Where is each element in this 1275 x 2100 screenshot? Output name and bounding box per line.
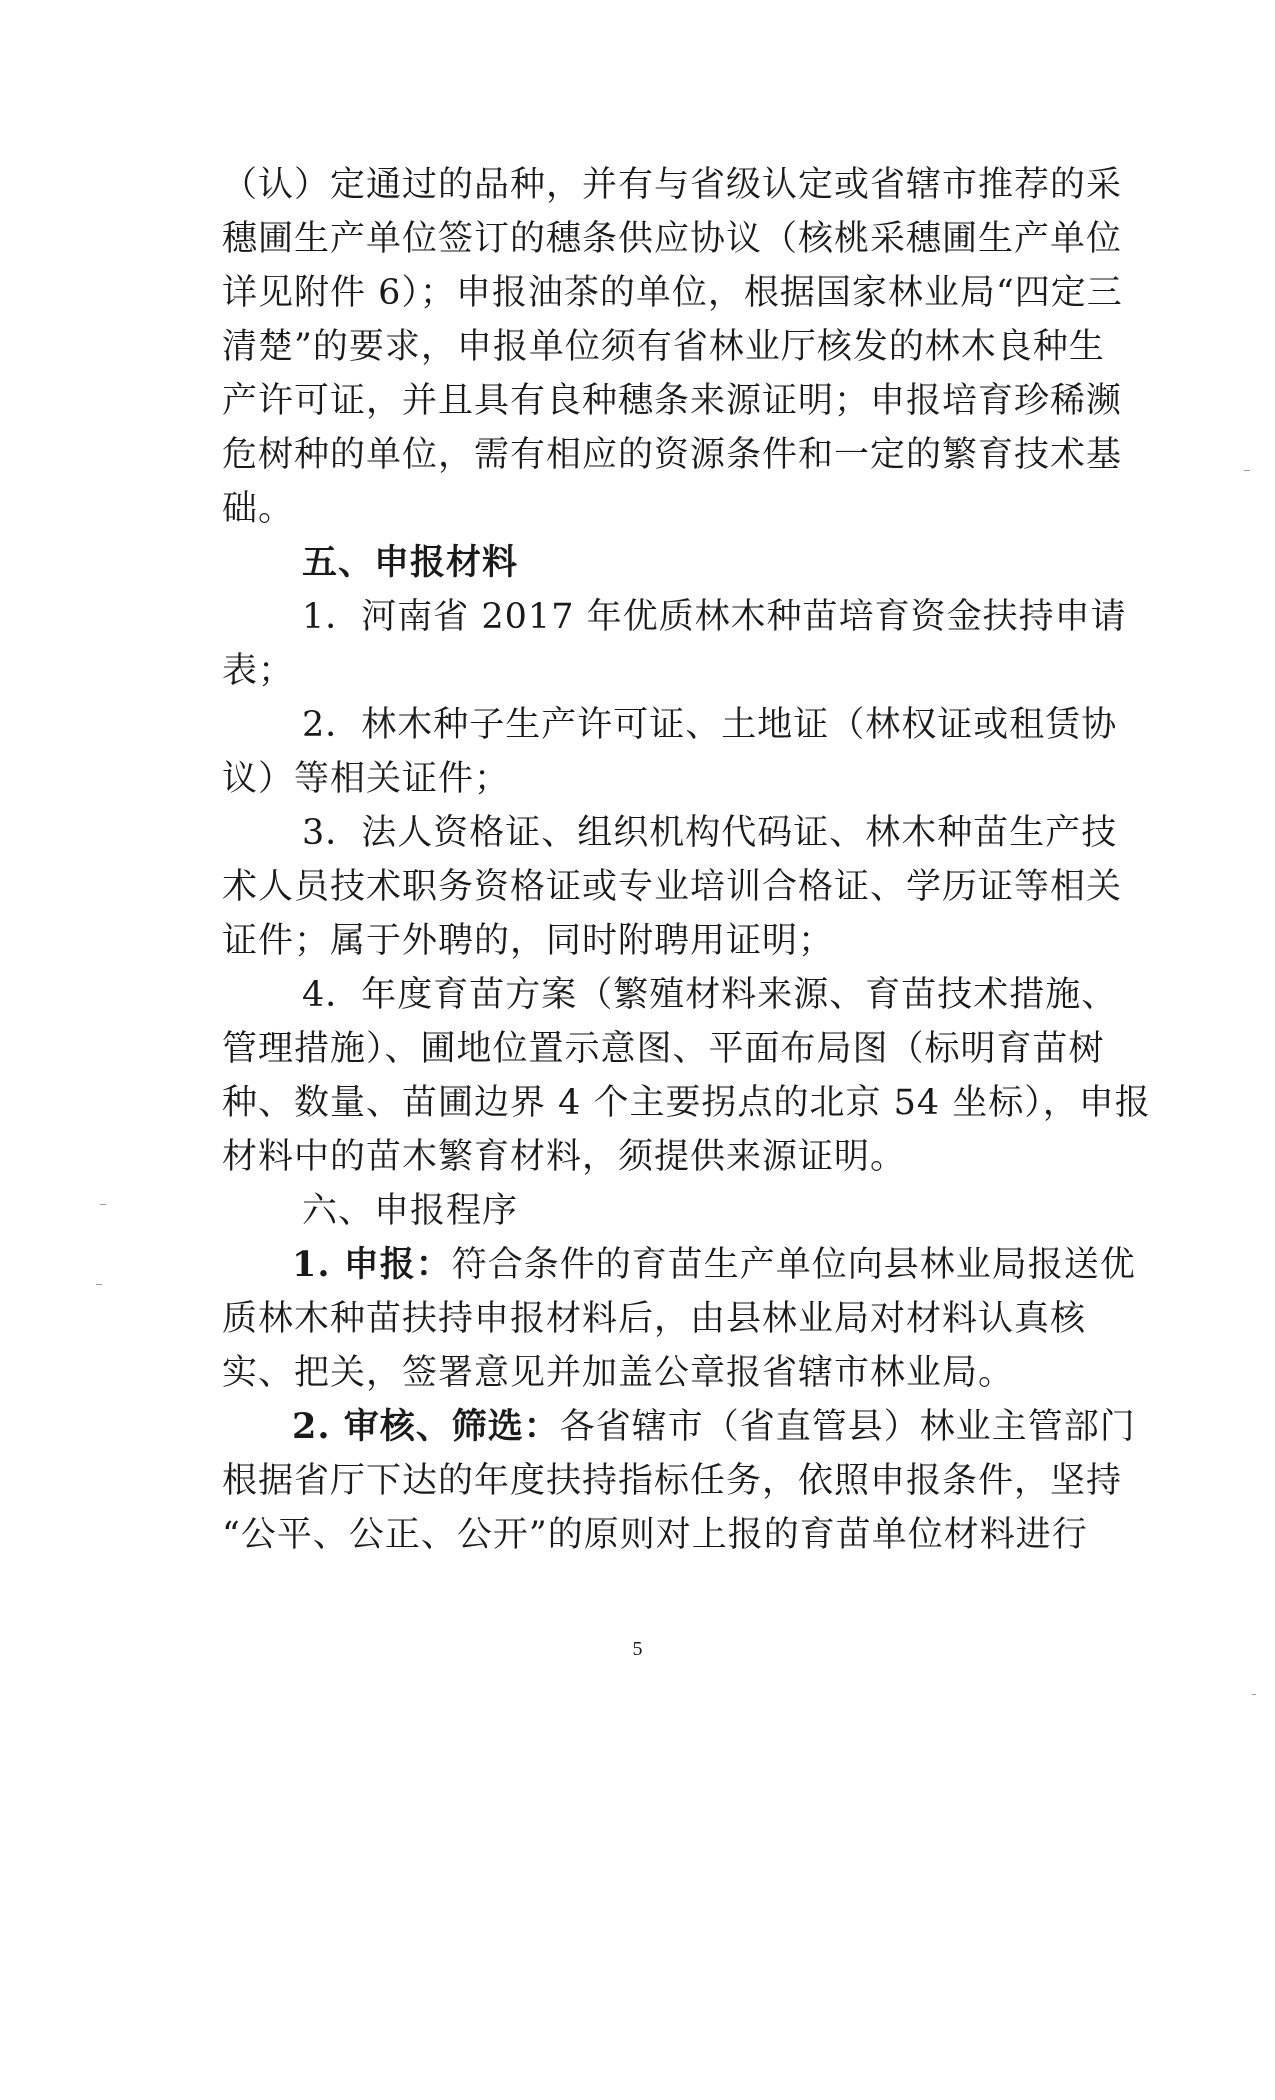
list-item-line: 术人员技术职务资格证或专业培训合格证、学历证等相关 bbox=[222, 867, 1123, 907]
procedure-step-line bbox=[222, 1238, 1136, 1292]
scan-speck bbox=[96, 1284, 102, 1285]
paragraph-line: 产许可证，并且具有良种穗条来源证明；申报培育珍稀濒 bbox=[222, 381, 1123, 421]
scan-speck bbox=[1244, 470, 1250, 471]
page-number: 5 bbox=[632, 1638, 643, 1660]
paragraph-line: 详见附件 6）；申报油茶的单位，根据国家林业局“四定三 bbox=[222, 273, 1123, 313]
step-text: 各省辖市（省直管县）林业主管部门 bbox=[559, 1407, 1136, 1447]
list-item-line: 1．河南省 2017 年优质林木种苗培育资金扶持申请 bbox=[302, 597, 1127, 637]
procedure-step-line bbox=[222, 1400, 1136, 1454]
procedure-step-line: 根据省厅下达的年度扶持指标任务，依照申报条件，坚持 bbox=[222, 1461, 1123, 1501]
list-item-line: 表； bbox=[222, 651, 295, 691]
list-item-line: 证件；属于外聘的，同时附聘用证明； bbox=[222, 921, 835, 961]
list-item-line: 2．林木种子生产许可证、土地证（林权证或租赁协 bbox=[302, 705, 1118, 745]
procedure-step-line: 质林木种苗扶持申报材料后，由县林业局对材料认真核 bbox=[222, 1299, 1087, 1339]
paragraph-line: 清楚”的要求，申报单位须有省林业厅核发的林木良种生 bbox=[222, 327, 1105, 367]
list-item-line: 4．年度育苗方案（繁殖材料来源、育苗技术措施、 bbox=[302, 975, 1118, 1015]
step-label: 1. 申报： bbox=[292, 1244, 452, 1285]
procedure-step-line: “公平、公正、公开”的原则对上报的育苗单位材料进行 bbox=[222, 1515, 1088, 1555]
paragraph-line: 危树种的单位，需有相应的资源条件和一定的繁育技术基 bbox=[222, 435, 1123, 475]
list-item-line: 种、数量、苗圃边界 4 个主要拐点的北京 54 坐标），申报 bbox=[222, 1083, 1151, 1123]
paragraph-line: 穗圃生产单位签订的穗条供应协议（核桃采穗圃生产单位 bbox=[222, 219, 1123, 259]
step-label: 2. 审核、筛选： bbox=[292, 1406, 560, 1447]
paragraph-line: 础。 bbox=[222, 489, 295, 529]
section-heading-procedure: 六、申报程序 bbox=[302, 1191, 519, 1231]
list-item-line: 3．法人资格证、组织机构代码证、林木种苗生产技 bbox=[302, 813, 1118, 853]
step-text: 符合条件的育苗生产单位向县林业局报送优 bbox=[451, 1245, 1136, 1285]
body-text bbox=[222, 158, 1151, 1562]
paragraph-line: （认）定通过的品种，并有与省级认定或省辖市推荐的采 bbox=[222, 165, 1123, 205]
scan-speck bbox=[1252, 1694, 1256, 1695]
section-heading-materials: 五、申报材料 bbox=[302, 542, 519, 583]
list-item-line: 管理措施）、圃地位置示意图、平面布局图（标明育苗树 bbox=[222, 1029, 1105, 1069]
scan-speck bbox=[100, 1204, 106, 1205]
list-item-line: 议）等相关证件； bbox=[222, 759, 511, 799]
list-item-line: 材料中的苗木繁育材料，须提供来源证明。 bbox=[222, 1137, 907, 1177]
procedure-step-line: 实、把关，签署意见并加盖公章报省辖市林业局。 bbox=[222, 1353, 1015, 1393]
